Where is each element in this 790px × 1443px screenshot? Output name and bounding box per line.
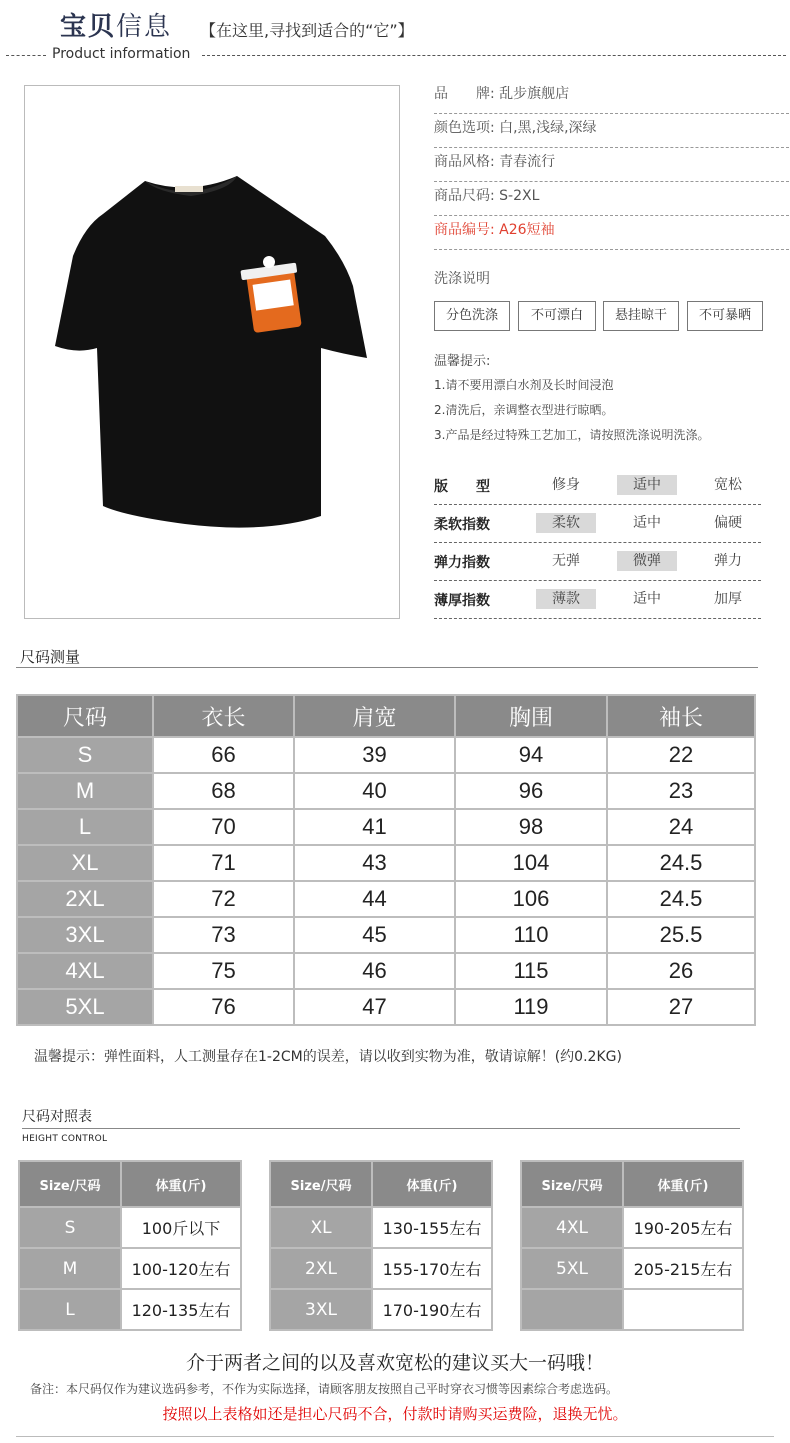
column-header: 体重(斤) <box>372 1161 492 1207</box>
table-cell: 115 <box>455 953 607 989</box>
table-cell: 155-170左右 <box>372 1248 492 1289</box>
table-row <box>17 773 755 809</box>
table-row <box>17 809 755 845</box>
header-subtitle: Product information <box>52 46 191 62</box>
table-row <box>521 1248 743 1289</box>
attr-option-selected: 适中 <box>617 475 677 495</box>
table-cell: 120-135左右 <box>121 1289 241 1330</box>
size-note: 温馨提示：弹性面料，人工测量存在1-2CM的误差，请以收到实物为准，敬请谅解！(约0.2KG) <box>34 1049 622 1065</box>
warning-note: 按照以上表格如还是担心尺码不合，付款时请购买运费险，退换无忧。 <box>162 1405 628 1423</box>
attr-option: 适中 <box>633 591 661 607</box>
table-cell: 46 <box>294 953 455 989</box>
info-row-colors: 颜色选项: 白,黑,浅绿,深绿 <box>434 114 789 148</box>
size-cell: M <box>19 1248 121 1289</box>
size-cell: 3XL <box>270 1289 372 1330</box>
size-cell: 2XL <box>17 881 153 917</box>
table-cell: 96 <box>455 773 607 809</box>
wash-item: 不可漂白 <box>518 301 596 331</box>
size-advice: 介于两者之间的以及喜欢宽松的建议买大一码哦！ <box>185 1352 604 1374</box>
size-cell: 5XL <box>521 1248 623 1289</box>
wash-title: 洗涤说明 <box>434 271 490 287</box>
table-cell: 106 <box>455 881 607 917</box>
table-cell: 71 <box>153 845 294 881</box>
info-row-style: 商品风格: 青春流行 <box>434 148 789 182</box>
table-header-row <box>270 1161 492 1207</box>
table-cell: 170-190左右 <box>372 1289 492 1330</box>
table-cell: 104 <box>455 845 607 881</box>
table-cell: 72 <box>153 881 294 917</box>
size-cell: S <box>17 737 153 773</box>
table-cell: 68 <box>153 773 294 809</box>
table-row <box>17 845 755 881</box>
attr-option-selected: 微弹 <box>617 551 677 571</box>
column-header: Size/尺码 <box>19 1161 121 1207</box>
table-cell: 41 <box>294 809 455 845</box>
size-section-divider <box>16 667 758 668</box>
tip-item: 2.清洗后，亲调整衣型进行晾晒。 <box>434 403 614 417</box>
attr-row-elasticity <box>434 544 761 581</box>
tips-title: 温馨提示: <box>434 354 491 369</box>
table-cell: 25.5 <box>607 917 755 953</box>
size-cell: XL <box>17 845 153 881</box>
table-row <box>521 1289 743 1330</box>
column-header: 体重(斤) <box>121 1161 241 1207</box>
table-row <box>521 1207 743 1248</box>
info-row-sizes: 商品尺码: S-2XL <box>434 182 789 216</box>
table-cell: 39 <box>294 737 455 773</box>
size-cell: L <box>17 809 153 845</box>
attr-label: 薄厚指数 <box>434 593 490 609</box>
size-cell: 2XL <box>270 1248 372 1289</box>
product-image <box>24 85 400 619</box>
table-header-row <box>19 1161 241 1207</box>
table-row <box>19 1248 241 1289</box>
size-cell: 5XL <box>17 989 153 1025</box>
table-cell: 98 <box>455 809 607 845</box>
column-header: 袖长 <box>607 695 755 737</box>
attr-row-softness <box>434 506 761 543</box>
size-cell: S <box>19 1207 121 1248</box>
table-cell: 205-215左右 <box>623 1248 743 1289</box>
table-cell: 26 <box>607 953 755 989</box>
header-slogan: 【在这里,寻找到适合的“它”】 <box>200 21 414 40</box>
table-cell: 110 <box>455 917 607 953</box>
size-cell: L <box>19 1289 121 1330</box>
table-row <box>17 881 755 917</box>
attr-option: 宽松 <box>714 477 742 493</box>
attr-option: 无弹 <box>552 553 580 569</box>
column-header: 胸围 <box>455 695 607 737</box>
table-header-row <box>17 695 755 737</box>
attr-option: 修身 <box>552 477 580 493</box>
size-cell: M <box>17 773 153 809</box>
table-cell: 73 <box>153 917 294 953</box>
wash-item: 悬挂晾干 <box>603 301 679 331</box>
table-row <box>17 917 755 953</box>
size-cell: 4XL <box>17 953 153 989</box>
wash-item: 不可暴晒 <box>687 301 763 331</box>
table-cell: 24.5 <box>607 881 755 917</box>
table-cell: 45 <box>294 917 455 953</box>
column-header: 体重(斤) <box>623 1161 743 1207</box>
attr-option-selected: 薄款 <box>536 589 596 609</box>
table-cell: 40 <box>294 773 455 809</box>
info-row-brand: 品 牌: 乱步旗舰店 <box>434 80 789 114</box>
tshirt-image <box>25 86 399 618</box>
table-cell: 190-205左右 <box>623 1207 743 1248</box>
attr-label: 弹力指数 <box>434 555 490 571</box>
table-cell: 130-155左右 <box>372 1207 492 1248</box>
attr-option: 弹力 <box>714 553 742 569</box>
size-table <box>16 694 756 1026</box>
table-cell: 100斤以下 <box>121 1207 241 1248</box>
footer-divider <box>16 1436 774 1437</box>
info-row-code: 商品编号: A26短袖 <box>434 216 789 250</box>
header-divider-left <box>6 55 46 56</box>
table-cell <box>623 1289 743 1330</box>
table-cell: 70 <box>153 809 294 845</box>
table-row <box>17 953 755 989</box>
table-cell: 47 <box>294 989 455 1025</box>
wash-item: 分色洗涤 <box>434 301 510 331</box>
page-title: 宝贝信息 <box>60 12 173 42</box>
table-row <box>19 1207 241 1248</box>
weight-table <box>18 1160 242 1331</box>
height-section-title: 尺码对照表 <box>22 1109 92 1125</box>
attr-label: 柔软指数 <box>434 517 490 533</box>
column-header: 衣长 <box>153 695 294 737</box>
table-cell: 24 <box>607 809 755 845</box>
attr-option: 适中 <box>633 515 661 531</box>
attr-option: 加厚 <box>714 591 742 607</box>
tip-item: 3.产品是经过特殊工艺加工，请按照洗涤说明洗涤。 <box>434 428 710 442</box>
table-cell: 27 <box>607 989 755 1025</box>
table-header-row <box>521 1161 743 1207</box>
size-cell <box>521 1289 623 1330</box>
table-row <box>270 1289 492 1330</box>
tip-item: 1.请不要用漂白水剂及长时间浸泡 <box>434 378 614 392</box>
weight-table <box>269 1160 493 1331</box>
height-section-subtitle: HEIGHT CONTROL <box>22 1134 108 1144</box>
column-header: Size/尺码 <box>270 1161 372 1207</box>
table-cell: 66 <box>153 737 294 773</box>
table-row <box>270 1248 492 1289</box>
table-cell: 100-120左右 <box>121 1248 241 1289</box>
weight-table <box>520 1160 744 1331</box>
header-divider-right <box>202 55 786 56</box>
column-header: Size/尺码 <box>521 1161 623 1207</box>
table-row <box>19 1289 241 1330</box>
table-row <box>270 1207 492 1248</box>
attr-option-selected: 柔软 <box>536 513 596 533</box>
table-cell: 76 <box>153 989 294 1025</box>
height-section-divider <box>22 1128 740 1129</box>
table-row <box>17 989 755 1025</box>
remark-note: 备注：本尺码仅作为建议选码参考，不作为实际选择，请顾客朋友按照自己平时穿衣习惯等因素综合考虑选码。 <box>30 1382 619 1396</box>
column-header: 尺码 <box>17 695 153 737</box>
column-header: 肩宽 <box>294 695 455 737</box>
table-cell: 119 <box>455 989 607 1025</box>
size-section-title: 尺码测量 <box>20 648 81 666</box>
table-cell: 22 <box>607 737 755 773</box>
table-cell: 23 <box>607 773 755 809</box>
attr-option: 偏硬 <box>714 515 742 531</box>
attr-row-fit <box>434 468 761 505</box>
table-cell: 43 <box>294 845 455 881</box>
attr-label: 版 型 <box>434 479 490 495</box>
table-cell: 24.5 <box>607 845 755 881</box>
table-cell: 44 <box>294 881 455 917</box>
table-cell: 94 <box>455 737 607 773</box>
table-row <box>17 737 755 773</box>
table-cell: 75 <box>153 953 294 989</box>
size-cell: 3XL <box>17 917 153 953</box>
size-cell: XL <box>270 1207 372 1248</box>
size-cell: 4XL <box>521 1207 623 1248</box>
attr-row-thickness <box>434 582 761 619</box>
